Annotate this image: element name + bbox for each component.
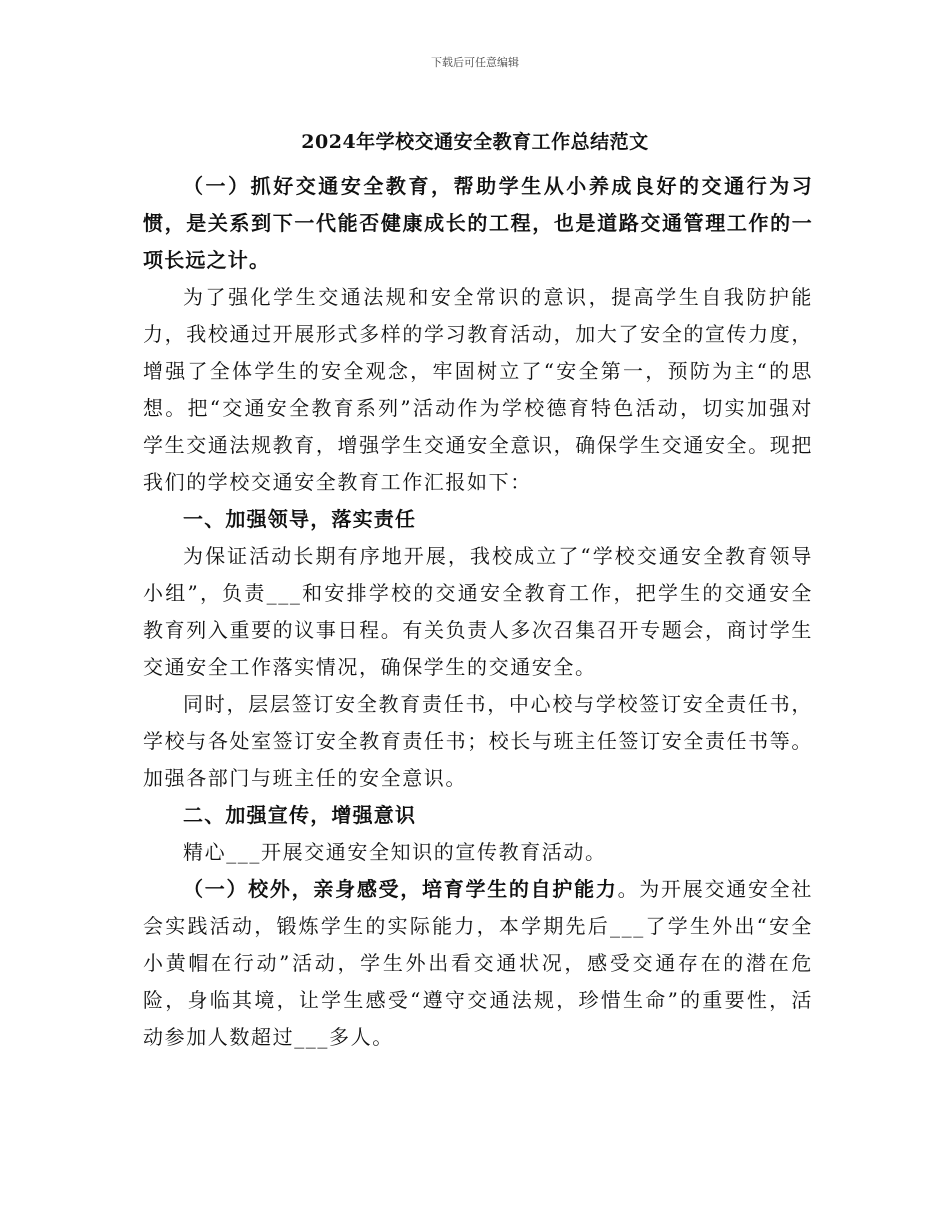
intro-bold-paragraph: （一）抓好交通安全教育，帮助学生从小养成良好的交通行为习惯，是关系到下一代能否健康成长的工程，也是道路交通管理工作的一项长远之计。 bbox=[143, 174, 813, 272]
paragraph-purpose: 为了强化学生交通法规和安全常识的意识，提高学生自我防护能力，我校通过开展形式多样的学习教育活动，加大了安全的宣传力度，增强了全体学生的安全观念，牢固树立了“安全第一，预防为主“的思想。把“交通安全教育系列”活动作为学校德育特色活动，切实加强对学生交通法规教育，增强学生交通安全意识，确保学生交通安全。现把我们的学校交通安全教育工作汇报如下： bbox=[143, 285, 813, 494]
outdoor-activity-lead: （一）校外，亲身感受，培育学生的自护能力 bbox=[183, 877, 618, 901]
paragraph-publicity: 精心___开展交通安全知识的宣传教育活动。 bbox=[183, 840, 607, 864]
document-title: 2024年学校交通安全教育工作总结范文 bbox=[301, 131, 649, 153]
section-heading-publicity: 二、加强宣传，增强意识 bbox=[183, 803, 417, 827]
paragraph-leadership-group: 为保证活动长期有序地开展，我校成立了“学校交通安全教育领导小组”，负责___和安排学校的交通安全教育工作，把学生的交通安全教育列入重要的议事日程。有关负责人多次召集召开专题会，商讨学生交通安全工作落实情况，确保学生的交通安全。 bbox=[143, 544, 813, 679]
paragraph-responsibility: 同时，层层签订安全教育责任书，中心校与学校签订安全责任书，学校与各处室签订安全教育责任书；校长与班主任签订安全责任书等。加强各部门与班主任的安全意识。 bbox=[143, 692, 813, 790]
header-note: 下载后可任意编辑 bbox=[431, 56, 519, 69]
document-body bbox=[143, 168, 813, 1056]
paragraph-outdoor-activity bbox=[143, 871, 813, 1056]
outdoor-activity-text: 。为开展交通安全社会实践活动，锻炼学生的实际能力，本学期先后___了学生外出“安全小黄帽在行动”活动，学生外出看交通状况，感受交通存在的潜在危险，身临其境，让学生感受“遵守交通法规，珍惜生命”的重要性，活动参加人数超过___多人。 bbox=[143, 877, 814, 1049]
section-heading-leadership: 一、加强领导，落实责任 bbox=[183, 507, 417, 531]
